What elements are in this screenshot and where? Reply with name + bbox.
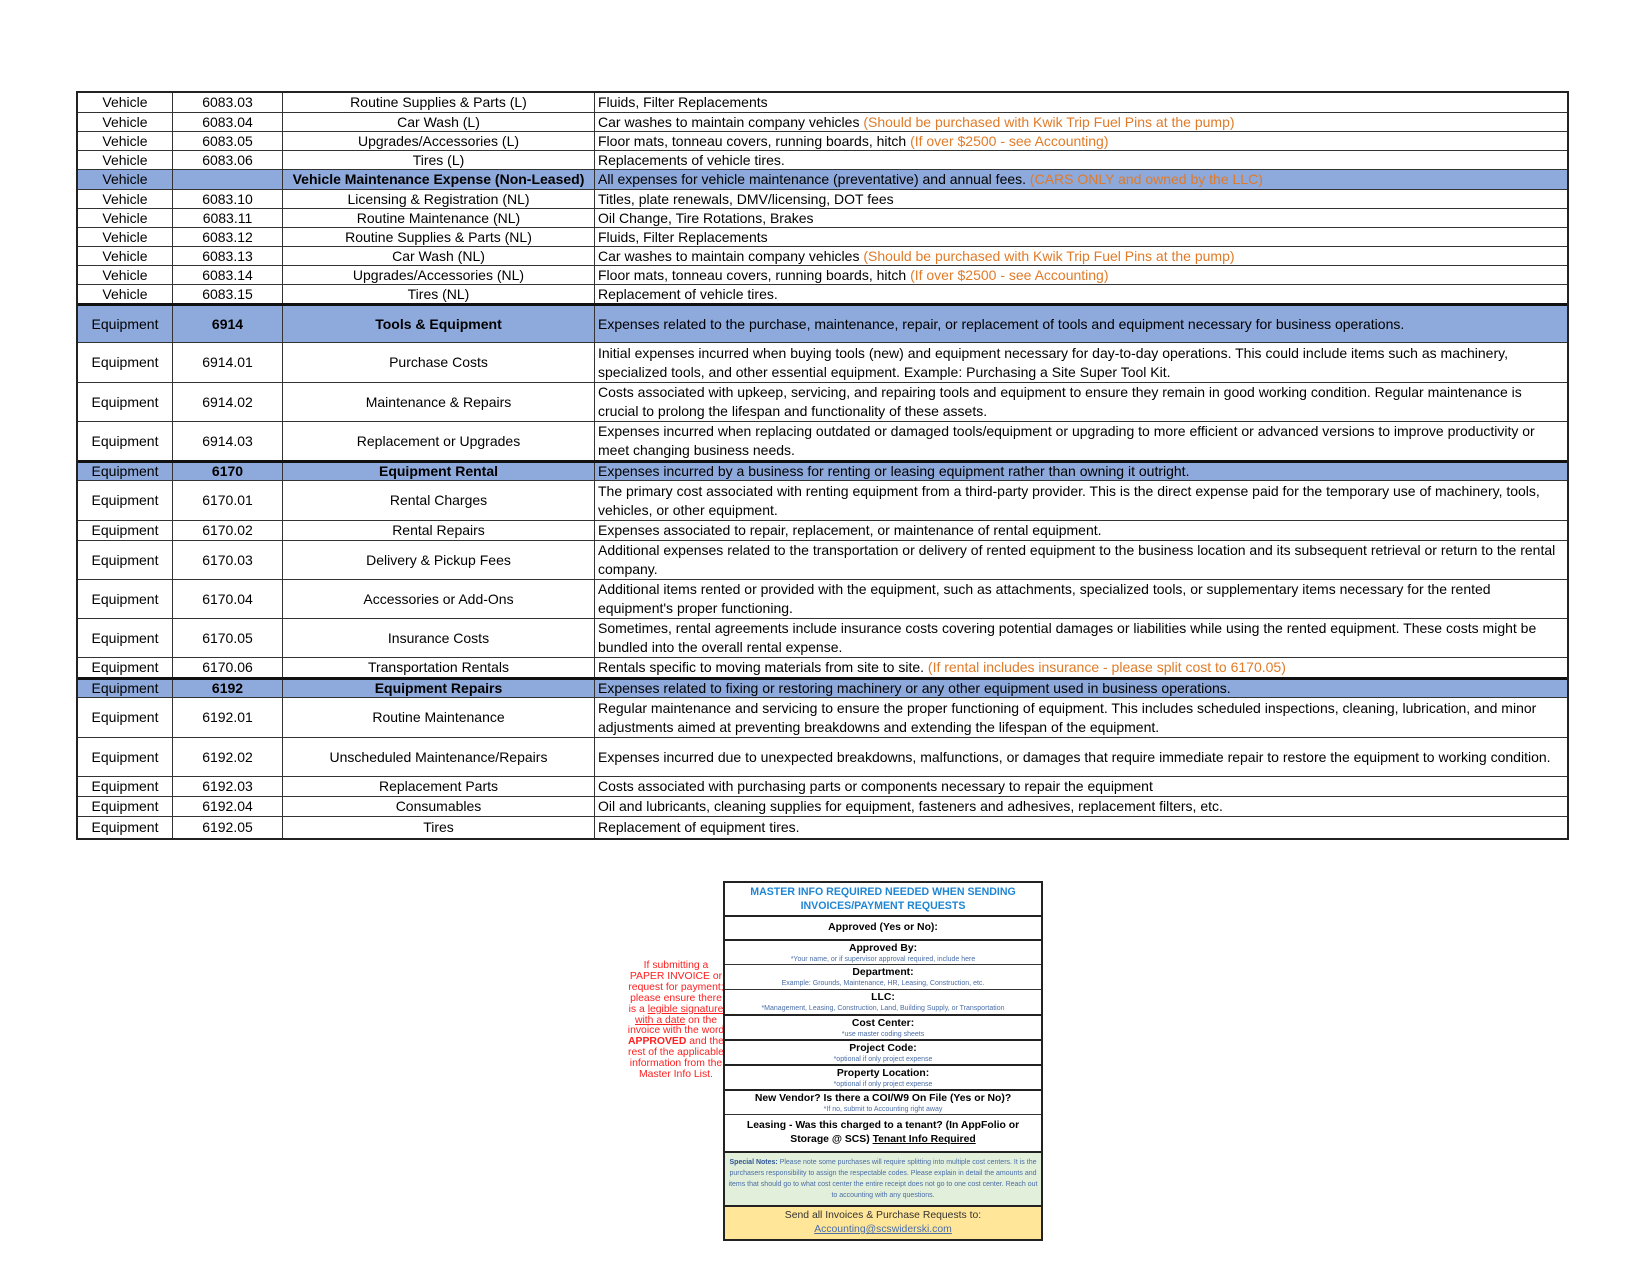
category-cell: Equipment	[78, 680, 173, 697]
note-approved-word: APPROVED	[628, 1036, 687, 1048]
code-cell: 6083.06	[173, 151, 283, 169]
description-text: Floor mats, tonneau covers, running boards, hitch	[598, 266, 911, 283]
description-text: Expenses associated to repair, replacement, or maintenance of rental equipment.	[598, 522, 1102, 538]
category-cell: Equipment	[78, 306, 173, 342]
category-cell: Equipment	[78, 422, 173, 460]
code-cell: 6170.01	[173, 481, 283, 520]
description-text: Titles, plate renewals, DMV/licensing, DOT fees	[598, 190, 894, 207]
table-row	[78, 284, 1567, 303]
description-cell	[595, 619, 1567, 657]
code-cell: 6914.02	[173, 383, 283, 421]
description-text: The primary cost associated with renting equipment from a third-party provider. This is the direct expense paid for the temporary use of machinery, tools, vehicles, or other equipment.	[598, 482, 1540, 518]
name-cell: Maintenance & Repairs	[283, 383, 595, 421]
code-cell: 6083.14	[173, 266, 283, 284]
description-text: Car washes to maintain company vehicles	[598, 247, 864, 264]
accounting-email-link[interactable]: Accounting@scswiderski.com	[814, 1224, 952, 1235]
category-cell: Equipment	[78, 738, 173, 776]
name-cell: Consumables	[283, 797, 595, 816]
field-hint: *If no, submit to Accounting right away	[823, 1106, 943, 1113]
field-label: New Vendor? Is there a COI/W9 On File (Yes or No)?	[754, 1093, 1012, 1104]
section-header-row	[78, 460, 1567, 480]
code-cell: 6083.13	[173, 247, 283, 265]
description-text: Replacement of equipment tires.	[598, 819, 800, 835]
code-cell: 6192	[173, 680, 283, 697]
code-cell: 6083.15	[173, 285, 283, 303]
field-hint: *optional if only project expense	[833, 1081, 933, 1088]
table-row	[78, 776, 1567, 796]
description-cell	[595, 247, 1567, 265]
code-cell: 6083.10	[173, 190, 283, 208]
category-cell: Equipment	[78, 580, 173, 618]
table-row	[78, 227, 1567, 246]
description-cell	[595, 132, 1567, 150]
name-cell: Tires (NL)	[283, 285, 595, 303]
description-text: Initial expenses incurred when buying tools (new) and equipment necessary for day-to-day operations. This could include items such as machinery, specialized tools, and other essential equipment. Example: Purchasing a Site Super Tool Kit.	[598, 344, 1508, 380]
category-cell: Vehicle	[78, 151, 173, 169]
table-row	[78, 618, 1567, 657]
table-row	[78, 579, 1567, 618]
table-row	[78, 421, 1567, 460]
category-cell: Vehicle	[78, 247, 173, 265]
category-cell: Equipment	[78, 817, 173, 838]
leasing-text: Leasing - Was this charged to a tenant? (In AppFolio or Storage @ SCS)	[746, 1120, 1020, 1145]
description-cell	[595, 680, 1567, 697]
description-text: Costs associated with purchasing parts or components necessary to repair the equipment	[598, 778, 1153, 794]
description-cell	[595, 306, 1567, 342]
category-cell: Vehicle	[78, 93, 173, 112]
section-name-cell: Tools & Equipment	[283, 306, 595, 342]
category-cell: Equipment	[78, 698, 173, 737]
table-row	[78, 208, 1567, 227]
field-label: Cost Center:	[851, 1018, 915, 1029]
section-name-cell: Equipment Repairs	[283, 680, 595, 697]
note-underlined-date: with a date	[634, 1014, 686, 1026]
description-cell	[595, 541, 1567, 579]
description-cell	[595, 343, 1567, 382]
category-cell: Equipment	[78, 383, 173, 421]
name-cell: Rental Repairs	[283, 521, 595, 540]
description-cell	[595, 190, 1567, 208]
description-cell	[595, 797, 1567, 816]
description-text: Additional expenses related to the transportation or delivery of rented equipment to the business location and its subsequent retrieval or return to the rental company.	[598, 542, 1556, 577]
description-cell	[595, 383, 1567, 421]
field-hint: *Your name, or if supervisor approval required, include here	[790, 956, 976, 963]
description-text: Costs associated with upkeep, servicing, and repairing tools and equipment to ensure they remain in good working condition. Regular maintenance is crucial to prolong the lifespan and functionality of these assets.	[598, 384, 1522, 419]
description-text: Fluids, Filter Replacements	[598, 94, 768, 110]
code-cell: 6170.03	[173, 541, 283, 579]
name-cell: Replacement or Upgrades	[283, 422, 595, 460]
note-text: and the rest of the applicable information from the Master Info List.	[628, 1036, 724, 1081]
category-cell: Vehicle	[78, 266, 173, 284]
section-name-cell: Equipment Rental	[283, 463, 595, 480]
category-cell: Vehicle	[78, 209, 173, 227]
description-cell	[595, 209, 1567, 227]
description-text: Expenses related to fixing or restoring machinery or any other equipment used in business operations.	[598, 680, 1231, 696]
name-cell: Purchase Costs	[283, 343, 595, 382]
name-cell: Accessories or Add-Ons	[283, 580, 595, 618]
description-note: (Should be purchased with Kwik Trip Fuel Pins at the pump)	[863, 247, 1235, 264]
code-cell: 6083.11	[173, 209, 283, 227]
category-cell: Vehicle	[78, 190, 173, 208]
description-text: Replacement of vehicle tires.	[598, 285, 778, 302]
department-field	[725, 964, 1041, 989]
field-label: Approved By:	[848, 943, 918, 954]
name-cell: Car Wash (NL)	[283, 247, 595, 265]
name-cell: Rental Charges	[283, 481, 595, 520]
category-cell: Equipment	[78, 463, 173, 480]
description-text: Additional items rented or provided with the equipment, such as attachments, specialized tools, or supplementary items necessary for the rented equipment's proper functioning.	[598, 581, 1491, 616]
category-cell: Vehicle	[78, 132, 173, 150]
description-note: (If rental includes insurance - please split cost to 6170.05)	[927, 659, 1286, 675]
tenant-info-required: Tenant Info Required	[872, 1134, 976, 1145]
note-text: If submitting a PAPER INVOICE or request for payment; please ensure there is a	[628, 960, 724, 1015]
table-row	[78, 131, 1567, 150]
description-cell	[595, 285, 1567, 303]
table-row	[78, 480, 1567, 520]
table-row	[78, 796, 1567, 816]
category-cell: Vehicle	[78, 285, 173, 303]
field-label: Project Code:	[849, 1043, 917, 1054]
table-row	[78, 246, 1567, 265]
description-text: Oil and lubricants, cleaning supplies for equipment, fasteners and adhesives, replacement filters, etc.	[598, 798, 1223, 814]
code-cell: 6914.03	[173, 422, 283, 460]
description-cell	[595, 113, 1567, 131]
description-note: (Should be purchased with Kwik Trip Fuel Pins at the pump)	[863, 113, 1235, 130]
section-header-row	[78, 677, 1567, 697]
llc-field	[725, 989, 1041, 1014]
code-cell: 6170	[173, 463, 283, 480]
description-text: Regular maintenance and servicing to ensure the proper functioning of equipment. This includes scheduled inspections, cleaning, lubrication, and minor adjustments aimed at preventing breakdowns and extending the lifespan of the equipment.	[598, 699, 1537, 735]
special-notes	[725, 1151, 1041, 1205]
section-name-cell: Vehicle Maintenance Expense (Non-Leased)	[283, 170, 595, 189]
section-header-row	[78, 303, 1567, 342]
table-row	[78, 342, 1567, 382]
code-cell: 6083.04	[173, 113, 283, 131]
category-cell: Equipment	[78, 481, 173, 520]
category-cell: Equipment	[78, 343, 173, 382]
cost-center-field	[725, 1014, 1041, 1039]
field-label: Department:	[852, 967, 914, 978]
description-text: Sometimes, rental agreements include insurance costs covering potential damages or liabilities while using the rented equipment. These costs might be bundled into the overall rental expense.	[598, 620, 1537, 655]
description-note: (CARS ONLY and owned by the LLC)	[1029, 171, 1263, 187]
property-location-field	[725, 1064, 1041, 1089]
name-cell: Insurance Costs	[283, 619, 595, 657]
code-cell: 6170.04	[173, 580, 283, 618]
approved-field	[725, 915, 1041, 939]
project-code-field	[725, 1039, 1041, 1064]
category-cell: Equipment	[78, 797, 173, 816]
category-cell: Vehicle	[78, 170, 173, 189]
code-cell: 6170.02	[173, 521, 283, 540]
description-note: (If over $2500 - see Accounting)	[910, 266, 1109, 283]
description-note: (If over $2500 - see Accounting)	[910, 132, 1109, 149]
name-cell: Routine Maintenance (NL)	[283, 209, 595, 227]
approved-by-field	[725, 939, 1041, 964]
description-text: Floor mats, tonneau covers, running boards, hitch	[598, 132, 911, 149]
special-notes-label: Special Notes:	[729, 1159, 778, 1166]
description-text: Oil Change, Tire Rotations, Brakes	[598, 209, 814, 226]
description-cell	[595, 658, 1567, 677]
description-cell	[595, 463, 1567, 480]
category-cell: Equipment	[78, 541, 173, 579]
description-text: Fluids, Filter Replacements	[598, 228, 768, 245]
note-underlined-signature: legible signature	[647, 1003, 724, 1015]
table-row	[78, 540, 1567, 579]
name-cell: Routine Supplies & Parts (NL)	[283, 228, 595, 246]
description-text: Expenses incurred by a business for renting or leasing equipment rather than owning it outright.	[598, 463, 1190, 479]
field-hint: *optional if only project expense	[833, 1056, 933, 1063]
code-cell: 6083.05	[173, 132, 283, 150]
description-cell	[595, 93, 1567, 112]
category-cell: Equipment	[78, 619, 173, 657]
field-hint: Example: Grounds, Maintenance, HR, Leasing, Construction, etc.	[781, 980, 985, 987]
name-cell: Transportation Rentals	[283, 658, 595, 677]
code-cell: 6192.03	[173, 777, 283, 796]
name-cell: Upgrades/Accessories (L)	[283, 132, 595, 150]
code-cell: 6192.02	[173, 738, 283, 776]
description-text: Rentals specific to moving materials from site to site.	[598, 659, 928, 675]
table-row	[78, 697, 1567, 737]
description-cell	[595, 266, 1567, 284]
table-row	[78, 657, 1567, 677]
description-cell	[595, 698, 1567, 737]
name-cell: Upgrades/Accessories (NL)	[283, 266, 595, 284]
category-cell: Equipment	[78, 521, 173, 540]
description-cell	[595, 228, 1567, 246]
code-cell: 6914.01	[173, 343, 283, 382]
description-text: Replacements of vehicle tires.	[598, 151, 785, 168]
description-cell	[595, 580, 1567, 618]
code-cell	[173, 170, 283, 189]
name-cell: Licensing & Registration (NL)	[283, 190, 595, 208]
field-label: LLC:	[871, 992, 895, 1003]
paper-invoice-note	[626, 961, 726, 1081]
name-cell: Unscheduled Maintenance/Repairs	[283, 738, 595, 776]
code-cell: 6083.03	[173, 93, 283, 112]
category-cell: Vehicle	[78, 228, 173, 246]
special-notes-text: Please note some purchases will require splitting into multiple cost centers. It is the purchasers responsibility to assign the respectable codes. Please explain in detail the amounts and items that should go to what cost center the entire receipt does not go to one cost center. Reach out to accounting with any questions.	[728, 1159, 1038, 1199]
send-to-section	[725, 1205, 1041, 1239]
description-text: Expenses incurred due to unexpected breakdowns, malfunctions, or damages that require immediate repair to restore the equipment to working condition.	[598, 748, 1551, 765]
name-cell: Car Wash (L)	[283, 113, 595, 131]
code-cell: 6170.06	[173, 658, 283, 677]
code-cell: 6170.05	[173, 619, 283, 657]
name-cell: Routine Maintenance	[283, 698, 595, 737]
code-cell: 6192.04	[173, 797, 283, 816]
code-cell: 6083.12	[173, 228, 283, 246]
description-cell	[595, 521, 1567, 540]
section-header-row	[78, 169, 1567, 189]
name-cell: Tires (L)	[283, 151, 595, 169]
code-cell: 6192.05	[173, 817, 283, 838]
table-row	[78, 150, 1567, 169]
description-cell	[595, 738, 1567, 776]
field-hint: *Management, Leasing, Construction, Land, Building Supply, or Transportation	[761, 1005, 1005, 1012]
category-cell: Equipment	[78, 658, 173, 677]
code-cell: 6192.01	[173, 698, 283, 737]
table-row	[78, 816, 1567, 838]
description-text: Expenses incurred when replacing outdated or damaged tools/equipment or upgrading to more efficient or advanced versions to improve productivity or meet changing business needs.	[598, 423, 1535, 458]
note-text: on the invoice with the word	[627, 1014, 725, 1037]
description-cell	[595, 151, 1567, 169]
info-box-title: MASTER INFO REQUIRED NEEDED WHEN SENDING INVOICES/PAYMENT REQUESTS	[750, 886, 1016, 912]
description-cell	[595, 481, 1567, 520]
name-cell: Replacement Parts	[283, 777, 595, 796]
table-row	[78, 93, 1567, 112]
field-hint: *use master coding sheets	[841, 1031, 925, 1038]
description-cell	[595, 817, 1567, 838]
table-row	[78, 189, 1567, 208]
description-text: All expenses for vehicle maintenance (preventative) and annual fees.	[598, 171, 1030, 187]
description-cell	[595, 170, 1567, 189]
send-label: Send all Invoices & Purchase Requests to:	[784, 1210, 982, 1221]
leasing-field	[725, 1114, 1041, 1151]
master-info-box	[723, 881, 1043, 1241]
approved-label: Approved (Yes or No):	[828, 922, 938, 933]
description-text: Expenses related to the purchase, maintenance, repair, or replacement of tools and equipment necessary for business operations.	[598, 315, 1405, 332]
table-row	[78, 737, 1567, 776]
table-row	[78, 520, 1567, 540]
table-row	[78, 112, 1567, 131]
new-vendor-field	[725, 1089, 1041, 1114]
description-cell	[595, 777, 1567, 796]
description-text: Car washes to maintain company vehicles	[598, 113, 864, 130]
table-row	[78, 382, 1567, 421]
account-code-table	[76, 91, 1569, 840]
name-cell: Tires	[283, 817, 595, 838]
name-cell: Routine Supplies & Parts (L)	[283, 93, 595, 112]
category-cell: Vehicle	[78, 113, 173, 131]
field-label: Property Location:	[836, 1068, 930, 1079]
name-cell: Delivery & Pickup Fees	[283, 541, 595, 579]
description-cell	[595, 422, 1567, 460]
table-row	[78, 265, 1567, 284]
category-cell: Equipment	[78, 777, 173, 796]
code-cell: 6914	[173, 306, 283, 342]
